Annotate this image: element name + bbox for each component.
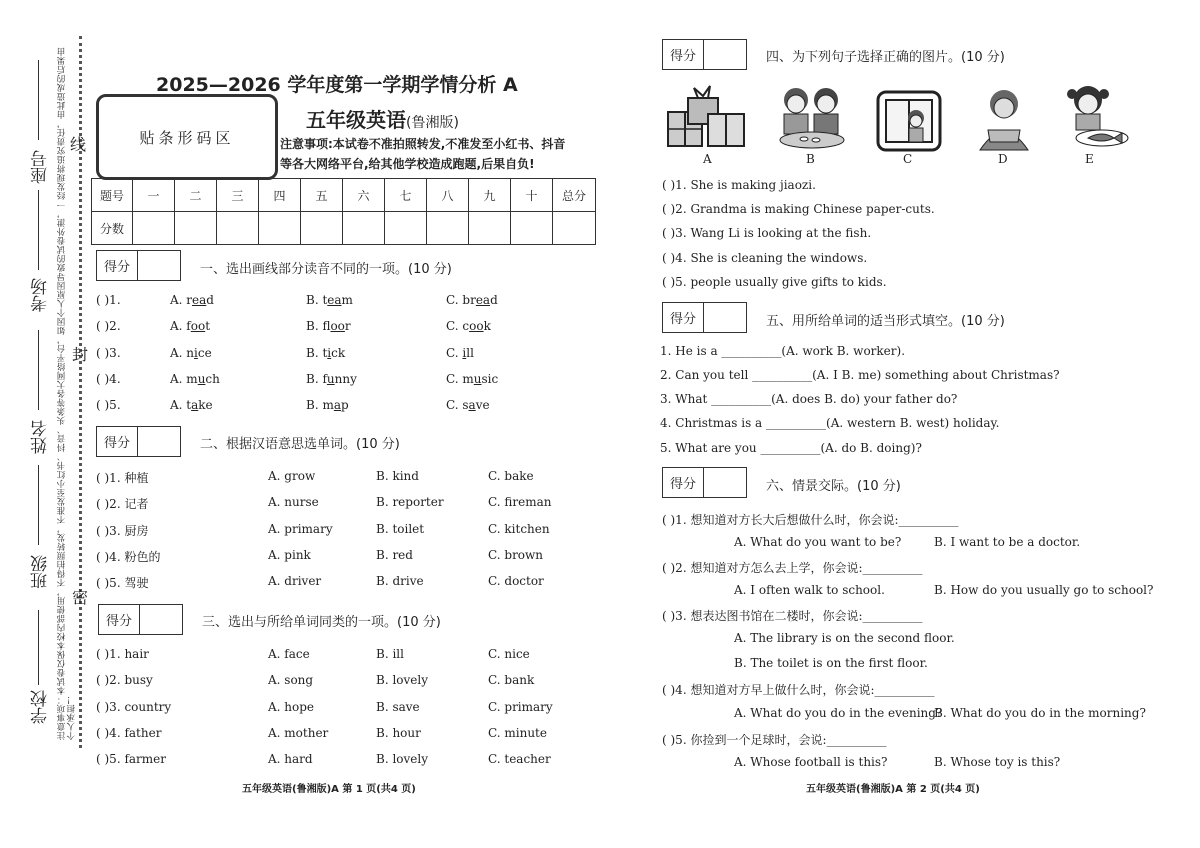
subject-title	[306, 104, 459, 133]
option-prefix: B. t	[306, 345, 328, 360]
s1-option-5c	[446, 398, 490, 412]
option-prefix: A. t	[170, 398, 192, 413]
score-table-col: 总分	[553, 179, 596, 212]
s2-option-4c: C. brown	[488, 547, 544, 562]
barcode-area: 贴条形码区	[96, 94, 278, 180]
class-label: 班级	[31, 555, 51, 589]
option-prefix: A. n	[170, 345, 195, 360]
s2-question-1: ( )1. 种植	[96, 471, 149, 485]
s3-option-1c: C. nice	[488, 647, 530, 661]
score-cell[interactable]	[427, 212, 469, 245]
picture-a-gifts	[664, 84, 750, 152]
section3-score-box[interactable]	[98, 604, 183, 635]
s1-option-4c	[446, 372, 498, 386]
s3-option-4c: C. minute	[488, 725, 547, 740]
subject-edition: (鲁湘版)	[406, 115, 459, 131]
s3-question-5: ( )5. farmer	[96, 752, 166, 767]
section5-title: 五、用所给单词的适当形式填空。(10 分)	[766, 314, 1005, 329]
option-suffix: sic	[481, 371, 499, 386]
s3-option-3a: A. hope	[268, 699, 315, 714]
s5-question-1: 1. He is a __________(A. work B. worker).	[660, 344, 906, 358]
s2-option-1a: A. grow	[268, 469, 316, 483]
s1-option-4b	[306, 372, 357, 386]
exam-room-line	[38, 190, 39, 270]
section1-title: 一、选出画线部分读音不同的一项。(10 分)	[200, 262, 452, 277]
underlined-letters: u	[197, 371, 206, 386]
s3-question-3: ( )3. country	[96, 699, 172, 714]
score-table-row-label: 分数	[92, 212, 133, 245]
score-box-blank[interactable]	[138, 251, 180, 280]
s3-option-2c: C. bank	[488, 673, 535, 688]
s6-question-4: ( )4. 想知道对方早上做什么时，你会说:__________	[662, 683, 935, 697]
s2-option-3a: A. primary	[268, 521, 333, 536]
score-table-col: 二	[175, 179, 217, 212]
score-cell[interactable]	[301, 212, 343, 245]
score-box-blank[interactable]	[704, 303, 746, 332]
section4-title: 四、为下列句子选择正确的图片。(10 分)	[766, 50, 1005, 65]
s2-question-4: ( )4. 粉色的	[96, 549, 161, 564]
s6-option-3b: B. The toilet is on the first floor.	[734, 656, 928, 670]
s6-option-3a: A. The library is on the second floor.	[734, 631, 955, 645]
s4-question-3: ( )3. Wang Li is looking at the fish.	[662, 226, 872, 240]
s3-option-1b: B. ill	[376, 647, 404, 661]
s2-question-3: ( )3. 厨房	[96, 523, 149, 538]
s1-question-5: ( )5.	[96, 398, 121, 413]
page2-footer: 五年级英语(鲁湘版)A 第 2 页(共4 页)	[806, 784, 980, 795]
section1-score-box[interactable]	[96, 250, 181, 281]
name-label: 姓名	[31, 420, 51, 454]
option-prefix: C.	[446, 345, 463, 360]
s1-question-3: ( )3.	[96, 345, 121, 360]
s1-option-4a	[170, 372, 220, 386]
s1-option-1c	[446, 293, 498, 307]
score-box-label: 得分	[99, 605, 140, 634]
s3-option-4a: A. mother	[268, 725, 329, 740]
score-cell[interactable]	[133, 212, 175, 245]
score-cell[interactable]	[469, 212, 511, 245]
s3-option-4b: B. hour	[376, 725, 421, 740]
s1-option-3c	[446, 346, 474, 360]
s6-option-5a: A. Whose football is this?	[734, 755, 888, 769]
seat-number-line	[38, 60, 39, 140]
s3-question-2: ( )2. busy	[96, 673, 153, 688]
score-table-score-row	[92, 212, 596, 245]
s2-option-5a: A. driver	[268, 574, 322, 589]
section4-score-box[interactable]	[662, 39, 747, 70]
s4-question-2: ( )2. Grandma is making Chinese paper-cuts.	[662, 202, 935, 216]
s2-option-3c: C. kitchen	[488, 521, 550, 536]
section2-title: 二、根据汉语意思选单词。(10 分)	[200, 437, 400, 452]
score-table-col: 六	[343, 179, 385, 212]
option-prefix: B. f	[306, 371, 327, 386]
seal-char-seal: 封	[72, 345, 89, 364]
s1-option-2c	[446, 319, 491, 333]
score-cell[interactable]	[553, 212, 596, 245]
s5-question-5: 5. What are you __________(A. do B. doing)?	[660, 441, 922, 455]
underlined-letters: a	[468, 398, 476, 413]
option-prefix: B. t	[306, 293, 328, 307]
s1-question-1: ( )1.	[96, 293, 121, 307]
option-suffix: d	[490, 293, 498, 307]
s5-question-3: 3. What __________(A. does B. do) your father do?	[660, 392, 958, 406]
exam-room-label: 考场	[31, 278, 51, 312]
underlined-letters: u	[326, 371, 335, 386]
picture-e-looking-at-fish	[1058, 82, 1130, 152]
s2-option-2a: A. nurse	[268, 495, 319, 510]
score-box-label: 得分	[97, 427, 138, 456]
s2-option-4a: A. pink	[268, 547, 311, 562]
option-suffix: ch	[205, 371, 220, 386]
s2-option-3b: B. toilet	[376, 521, 425, 536]
underlined-letters: u	[473, 371, 482, 386]
s4-question-4: ( )4. She is cleaning the windows.	[662, 251, 868, 265]
s5-question-4: 4. Christmas is a __________(A. western B. west) holiday.	[660, 416, 1000, 430]
option-suffix: r	[344, 319, 351, 334]
s6-question-2: ( )2. 想知道对方怎么去上学，你会说:__________	[662, 561, 923, 575]
s3-option-5b: B. lovely	[376, 752, 429, 767]
s6-option-2a: A. I often walk to school.	[734, 583, 885, 597]
s3-option-2b: B. lovely	[376, 673, 429, 688]
score-box-label: 得分	[663, 40, 704, 69]
s6-question-1: ( )1. 想知道对方长大后想做什么时，你会说:__________	[662, 513, 959, 527]
section5-score-box[interactable]	[662, 302, 747, 333]
option-suffix: ke	[198, 398, 213, 413]
score-box-blank[interactable]	[704, 468, 746, 497]
seal-char-secret: 密	[72, 588, 89, 607]
option-suffix: ve	[475, 398, 490, 413]
s6-option-1a: A. What do you want to be?	[734, 535, 902, 549]
class-line	[38, 465, 39, 545]
section6-title: 六、情景交际。(10 分)	[766, 479, 901, 494]
s4-question-1: ( )1. She is making jiaozi.	[662, 178, 816, 192]
school-line	[38, 610, 39, 685]
score-table-header-row	[92, 179, 596, 212]
option-prefix: A. f	[170, 319, 191, 334]
page1-footer: 五年级英语(鲁湘版)A 第 1 页(共4 页)	[242, 784, 416, 795]
s2-option-5c: C. doctor	[488, 574, 544, 589]
score-cell[interactable]	[259, 212, 301, 245]
s3-option-3b: B. save	[376, 699, 420, 714]
underlined-letters: ea	[475, 293, 491, 307]
score-table	[91, 178, 596, 245]
score-cell[interactable]	[511, 212, 553, 245]
underlined-letters: i	[327, 345, 332, 360]
option-suffix: ck	[331, 345, 346, 360]
score-box-label: 得分	[663, 303, 704, 332]
section2-score-box[interactable]	[96, 426, 181, 457]
subject-name: 五年级英语	[306, 108, 406, 132]
s6-question-5: ( )5. 你捡到一个足球时，会说:__________	[662, 733, 887, 747]
score-table-col: 四	[259, 179, 301, 212]
score-table-col: 十	[511, 179, 553, 212]
s3-option-1a: A. face	[268, 647, 310, 661]
seat-number-label: 座号	[31, 150, 51, 184]
underlined-letters: a	[333, 398, 341, 413]
seal-char-line: 线	[70, 135, 87, 154]
underlined-letters: oo	[330, 319, 345, 334]
s1-option-3b	[306, 346, 345, 360]
s2-option-5b: B. drive	[376, 574, 424, 589]
option-suffix: ll	[466, 345, 474, 360]
option-suffix: d	[206, 293, 214, 307]
score-cell[interactable]	[385, 212, 427, 245]
score-table-col: 一	[133, 179, 175, 212]
s2-option-4b: B. red	[376, 547, 413, 562]
picture-label-c: C	[903, 152, 913, 166]
s6-option-1b: B. I want to be a doctor.	[934, 535, 1081, 549]
s3-option-5a: A. hard	[268, 752, 313, 767]
score-table-col: 九	[469, 179, 511, 212]
picture-d-paper-cut	[970, 84, 1038, 152]
section3-title: 三、选出与所给单词同类的一项。(10 分)	[202, 615, 441, 630]
underlined-letters: i	[462, 345, 467, 360]
option-prefix: B. m	[306, 398, 334, 413]
score-cell[interactable]	[343, 212, 385, 245]
score-box-label: 得分	[663, 468, 704, 497]
s2-option-1b: B. kind	[376, 469, 419, 483]
s3-option-2a: A. song	[268, 673, 314, 688]
option-suffix: k	[483, 319, 491, 334]
underlined-letters: i	[194, 345, 198, 360]
s6-option-5b: B. Whose toy is this?	[934, 755, 1061, 769]
school-label: 学校	[31, 690, 51, 724]
option-suffix: nny	[334, 371, 357, 386]
side-notice: 注意事项：本试卷仅保本校内部使用，不得拍照转发，不准发至小红书、抖音、头条等各大网络平台，如因个人原因导致的试卷外泄，一经发现将追究责任，由此造成的后果由个人承担！	[57, 47, 77, 740]
option-suffix: t	[205, 319, 211, 334]
option-prefix: A. m	[170, 371, 198, 386]
exam-notice: 注意事项:本试卷不准拍照转发,不准发至小红书、抖音等各大网络平台,给其他学校造成跑题,后果自负!	[280, 137, 566, 171]
option-suffix: ce	[197, 345, 212, 360]
s2-option-1c: C. bake	[488, 469, 534, 483]
s1-option-2a	[170, 319, 210, 333]
option-suffix: m	[341, 293, 353, 307]
s1-option-1b	[306, 293, 353, 307]
s2-option-2b: B. reporter	[376, 495, 444, 510]
picture-label-d: D	[998, 152, 1008, 166]
s4-question-5: ( )5. people usually give gifts to kids.	[662, 275, 887, 289]
s1-option-3a	[170, 346, 212, 360]
option-prefix: A. r	[170, 293, 193, 307]
option-prefix: C. br	[446, 293, 476, 307]
s3-question-4: ( )4. father	[96, 725, 162, 740]
s6-option-2b: B. How do you usually go to school?	[934, 583, 1154, 597]
underlined-letters: ea	[192, 293, 207, 307]
score-cell[interactable]	[217, 212, 259, 245]
s1-option-5b	[306, 398, 349, 412]
score-table-row-label: 题号	[92, 179, 133, 212]
picture-label-b: B	[806, 152, 815, 166]
s1-question-4: ( )4.	[96, 371, 121, 386]
picture-label-a: A	[703, 152, 712, 166]
picture-label-e: E	[1085, 152, 1094, 166]
s3-option-3c: C. primary	[488, 699, 553, 714]
s1-option-2b	[306, 319, 351, 333]
s6-question-3: ( )3. 想表达图书馆在二楼时，你会说:__________	[662, 609, 923, 623]
score-cell[interactable]	[175, 212, 217, 245]
s6-option-4b: B. What do you do in the morning?	[934, 706, 1146, 720]
score-table-col: 七	[385, 179, 427, 212]
name-line	[38, 330, 39, 410]
score-box-blank[interactable]	[704, 40, 746, 69]
s2-option-2c: C. fireman	[488, 495, 552, 510]
underlined-letters: oo	[190, 319, 206, 334]
option-prefix: C. m	[446, 371, 474, 386]
s3-option-5c: C. teacher	[488, 752, 551, 767]
s6-option-4a: A. What do you do in the evening?	[734, 706, 943, 720]
score-table-col: 三	[217, 179, 259, 212]
score-table-col: 八	[427, 179, 469, 212]
score-table-col: 五	[301, 179, 343, 212]
option-prefix: B. fl	[306, 319, 331, 334]
s2-question-5: ( )5. 驾驶	[96, 576, 149, 591]
underlined-letters: ea	[327, 293, 342, 307]
section6-score-box[interactable]	[662, 467, 747, 498]
s5-question-2: 2. Can you tell __________(A. I B. me) something about Christmas?	[660, 368, 1060, 382]
score-box-blank[interactable]	[140, 605, 182, 634]
score-box-label: 得分	[97, 251, 138, 280]
underlined-letters: a	[191, 398, 199, 413]
s1-question-2: ( )2.	[96, 319, 121, 334]
underlined-letters: oo	[469, 319, 484, 334]
option-suffix: p	[340, 398, 349, 413]
page-title: 2025—2026 学年度第一学期学情分析 A	[156, 74, 518, 96]
picture-b-making-jiaozi	[776, 82, 848, 152]
s3-question-1: ( )1. hair	[96, 647, 149, 661]
score-box-blank[interactable]	[138, 427, 180, 456]
s1-option-1a	[170, 293, 214, 307]
s2-question-2: ( )2. 记者	[96, 497, 149, 512]
s1-option-5a	[170, 398, 213, 412]
picture-c-cleaning-window	[876, 90, 942, 152]
option-prefix: C. s	[446, 398, 469, 413]
option-prefix: C. c	[446, 319, 470, 334]
